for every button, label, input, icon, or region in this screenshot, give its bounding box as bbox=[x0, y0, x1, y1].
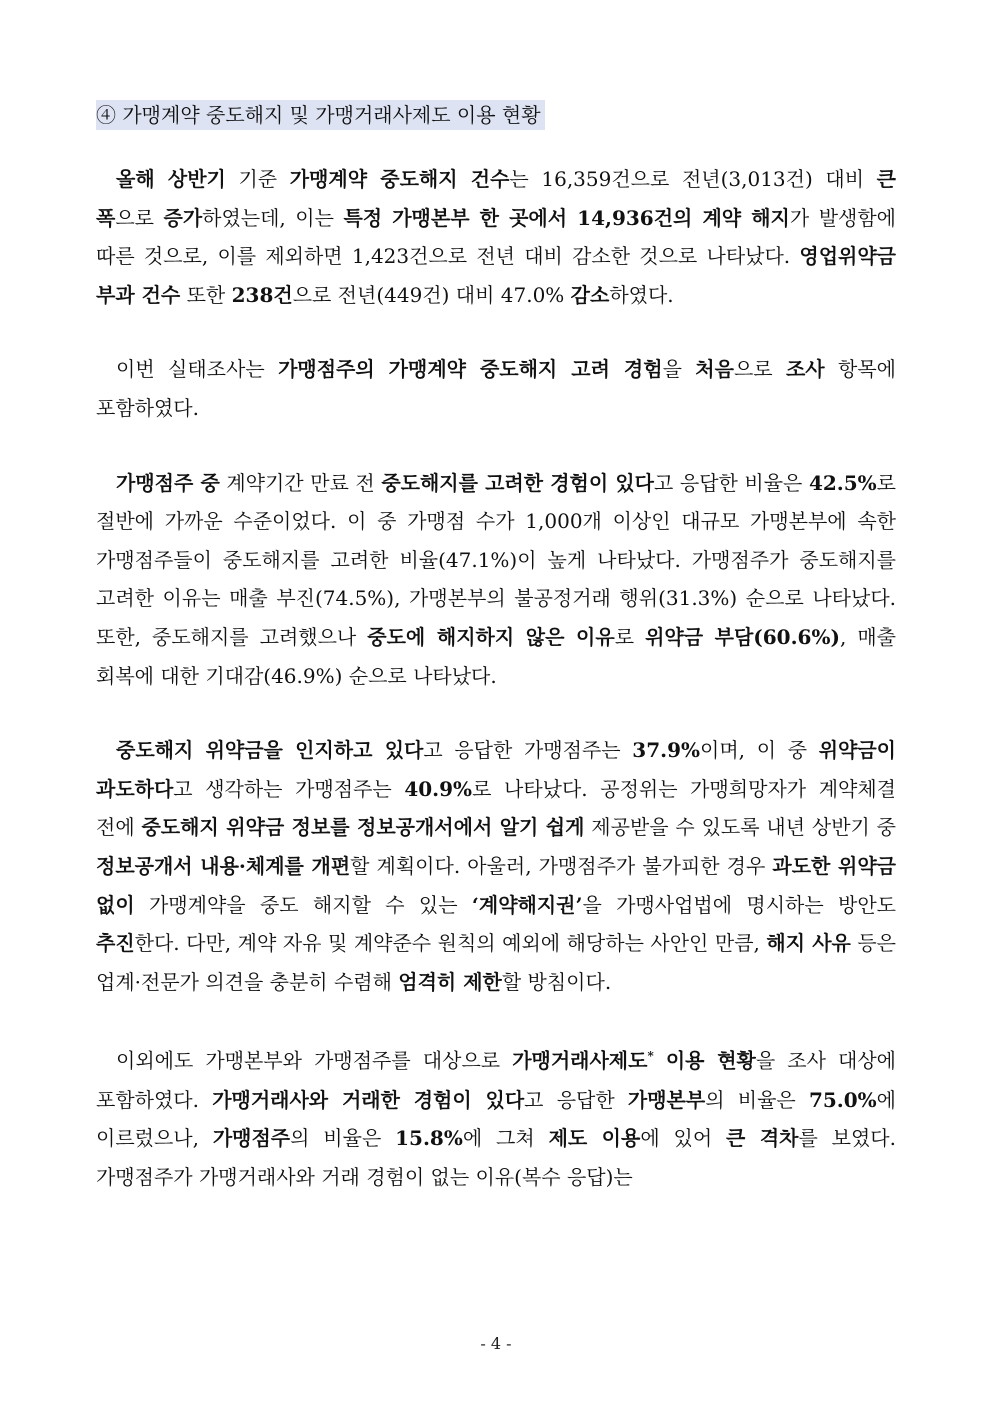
bold-text-run: 42.5% bbox=[808, 470, 877, 495]
text-run: 제공받을 수 있도록 내년 상반기 중 bbox=[584, 815, 896, 840]
bold-text-run: 가맹점주의 가맹계약 중도해지 고려 경험 bbox=[278, 357, 663, 382]
bold-text-run: 가맹점주 중 bbox=[116, 470, 220, 495]
text-run: 고 응답한 bbox=[524, 1087, 628, 1112]
bold-text-run: 올해 상반기 bbox=[116, 167, 226, 191]
bold-text-run: 75.0% bbox=[808, 1087, 877, 1112]
text-run: 한다. 다만, 계약 자유 및 계약준수 원칙의 예외에 해당하는 사안인 만큼, bbox=[134, 931, 767, 956]
document-page bbox=[96, 100, 896, 1232]
text-run bbox=[654, 1049, 666, 1073]
text-run: 을 조사 대상에 포함하였다. bbox=[96, 1048, 896, 1112]
paragraph-broker-usage bbox=[96, 1037, 896, 1196]
text-run: 로 절반에 가까운 수준이었다. 이 중 가맹점 수가 1,000개 이상인 대규모 가맹본부에 속한 가맹점주들이 중도해지를 고려한 비율(47.1%)이 높게 나타났다. 가맹점주가 중도해지를 고려한 이유는 매출 부진(74.5%), 가맹본부의 불공정거래 행위(31.3%) 순으로 나타났다. 또한, 중도해지를 고려했으나 bbox=[96, 470, 896, 649]
text-run: 고 응답한 비율은 bbox=[654, 470, 809, 495]
bold-text-run: 가맹거래사와 거래한 경험이 있다 bbox=[212, 1087, 525, 1112]
text-run: 항목에 포함하였다. bbox=[96, 357, 896, 420]
bold-text-run: 해지 사유 bbox=[766, 931, 851, 956]
text-run: 계약기간 만료 전 bbox=[219, 470, 382, 495]
bold-text-run: 가맹본부 bbox=[627, 1087, 706, 1112]
bold-text-run: 중도해지 위약금 정보를 정보공개서에서 알기 쉽게 bbox=[141, 815, 585, 840]
bold-text-run: 위약금 부담(60.6%) bbox=[645, 624, 840, 649]
text-run: 할 계획이다. 아울러, 가맹점주가 불가피한 경우 bbox=[350, 853, 773, 878]
text-run: 고 생각하는 가맹점주는 bbox=[173, 776, 405, 801]
bold-text-run: 감소 bbox=[570, 282, 610, 307]
bold-text-run: 238건 bbox=[231, 282, 293, 307]
bold-text-run: 정보공개서 내용·체계를 개편 bbox=[96, 853, 351, 878]
text-run: 이외에도 가맹본부와 가맹점주를 대상으로 bbox=[116, 1048, 513, 1073]
bold-text-run: 큰 격차 bbox=[726, 1126, 799, 1151]
bold-text-run: 제도 이용 bbox=[548, 1126, 641, 1151]
text-run: 등은 업계·전문가 의견을 충분히 수렴해 bbox=[96, 931, 897, 994]
bold-text-run: 추진 bbox=[96, 931, 135, 956]
bold-text-run: 조사 bbox=[785, 357, 825, 382]
paragraph-termination-experience bbox=[96, 464, 896, 696]
bold-text-run: 증가 bbox=[163, 205, 203, 230]
text-run: * bbox=[647, 1049, 654, 1064]
text-run: 가맹계약을 중도 해지할 수 있는 bbox=[134, 892, 472, 917]
text-run: 하였는데, 이는 bbox=[202, 205, 344, 230]
bold-text-run: 가맹계약 중도해지 건수 bbox=[289, 167, 510, 191]
text-run: 로 bbox=[614, 624, 646, 649]
bold-text-run: 중도해지 위약금을 인지하고 있다 bbox=[116, 738, 424, 763]
text-run: 에 그쳐 bbox=[462, 1126, 549, 1151]
bold-text-run: 영업위약금 부과 건수 bbox=[96, 244, 896, 307]
text-run: 을 가맹사업법에 명시하는 방안도 bbox=[582, 892, 896, 917]
paragraph-survey-scope bbox=[96, 350, 896, 427]
section-heading: ④ 가맹계약 중도해지 및 가맹거래사제도 이용 현황 bbox=[96, 100, 545, 130]
text-run: 고 응답한 가맹점주는 bbox=[423, 738, 633, 763]
bold-text-run: 40.9% bbox=[404, 776, 473, 801]
text-run: 을 bbox=[662, 357, 696, 382]
bold-text-run: 과도한 위약금 없이 bbox=[96, 853, 896, 917]
text-run: 이며, 이 중 bbox=[700, 738, 819, 763]
text-run: , 매출 회복에 대한 기대감(46.9%) 순으로 나타났다. bbox=[96, 624, 896, 688]
bold-text-run: 이용 현황 bbox=[665, 1048, 756, 1073]
text-run: 의 비율은 bbox=[705, 1087, 809, 1112]
text-run: 이번 실태조사는 bbox=[116, 357, 279, 382]
paragraph-penalty-awareness bbox=[96, 731, 896, 1001]
bold-text-run: 가맹점주 bbox=[212, 1126, 291, 1151]
text-run: 에 있어 bbox=[640, 1126, 727, 1151]
text-run: 가 발생함에 따른 것으로, 이를 제외하면 1,423건으로 전년 대비 감소한 것으로 나타났다. bbox=[96, 205, 896, 269]
text-run: 의 비율은 bbox=[290, 1126, 396, 1151]
text-run: 하였다. bbox=[609, 282, 674, 307]
bold-text-run: 특정 가맹본부 한 곳에서 14,936건의 계약 해지 bbox=[343, 205, 790, 230]
bold-text-run: 중도해지를 고려한 경험이 있다 bbox=[381, 470, 654, 495]
text-run: 로 나타났다. 공정위는 가맹희망자가 계약체결 전에 bbox=[96, 776, 896, 840]
bold-text-run: ‘계약해지권’ bbox=[471, 892, 583, 917]
text-run: 또한 bbox=[180, 282, 232, 307]
bold-text-run: 중도에 해지하지 않은 이유 bbox=[367, 624, 615, 649]
bold-text-run: 큰 폭 bbox=[96, 167, 896, 230]
bold-text-run: 가맹거래사제도 bbox=[512, 1048, 648, 1073]
bold-text-run: 위약금이 과도하다 bbox=[96, 738, 896, 801]
paragraph-termination-count bbox=[96, 160, 896, 314]
bold-text-run: 처음 bbox=[695, 357, 734, 382]
text-run: 는 16,359건으로 전년(3,013건) 대비 bbox=[509, 167, 877, 191]
bold-text-run: 37.9% bbox=[632, 738, 701, 763]
text-run: 기준 bbox=[225, 167, 290, 191]
text-run: 할 방침이다. bbox=[501, 969, 612, 994]
page-number: - 4 - bbox=[480, 1334, 512, 1353]
bold-text-run: 15.8% bbox=[395, 1126, 463, 1151]
text-run: 를 보였다. 가맹점주가 가맹거래사와 거래 경험이 없는 이유(복수 응답)는 bbox=[96, 1126, 896, 1189]
text-run: 에 이르렀으나, bbox=[96, 1087, 896, 1151]
bold-text-run: 엄격히 제한 bbox=[398, 969, 502, 994]
text-run: 으로 전년(449건) 대비 47.0% bbox=[292, 282, 571, 307]
text-run: 으로 bbox=[733, 357, 786, 382]
text-run: 으로 bbox=[115, 205, 164, 230]
